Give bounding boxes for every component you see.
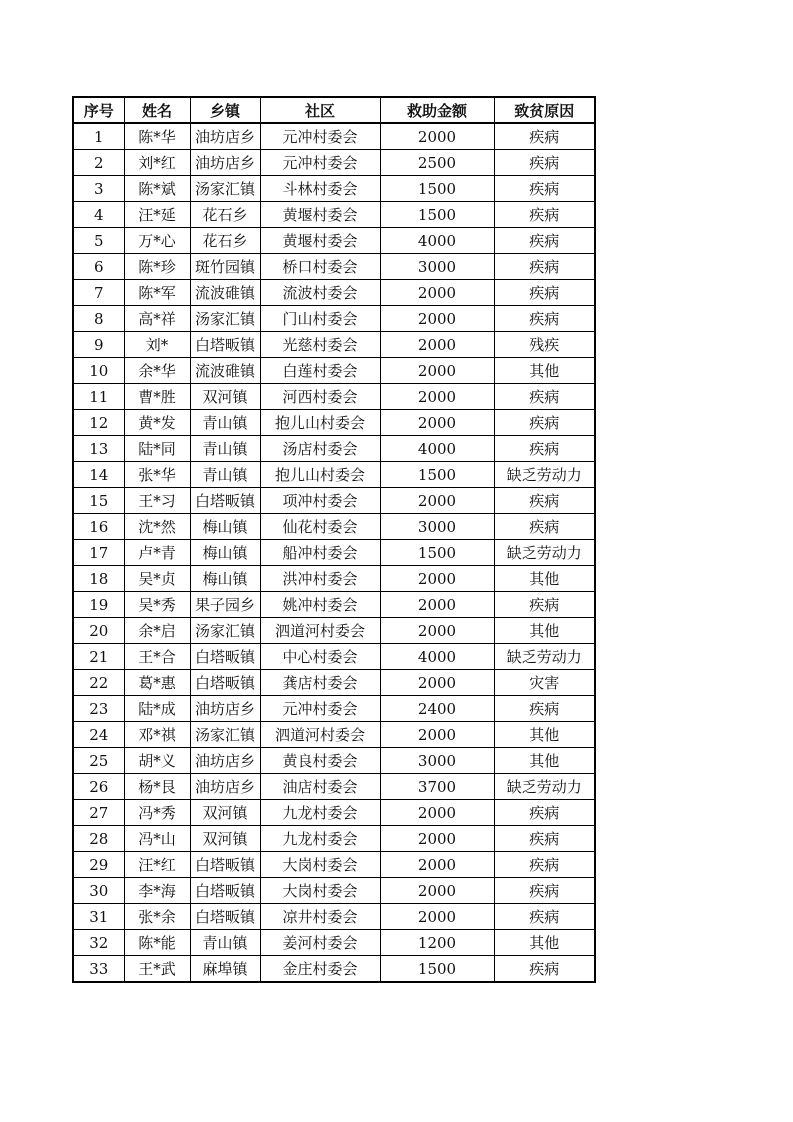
table-row (73, 462, 595, 488)
cell-index: 23 (73, 696, 124, 722)
cell-community: 中心村委会 (260, 644, 380, 670)
cell-amount: 2000 (380, 123, 494, 150)
cell-community: 项冲村委会 (260, 488, 380, 514)
cell-amount: 2000 (380, 670, 494, 696)
cell-community: 仙花村委会 (260, 514, 380, 540)
table-row (73, 306, 595, 332)
cell-name: 邓*祺 (124, 722, 190, 748)
cell-reason: 疾病 (494, 904, 595, 930)
relief-table (72, 96, 596, 983)
cell-index: 32 (73, 930, 124, 956)
header-reason: 致贫原因 (494, 97, 595, 123)
cell-community: 船冲村委会 (260, 540, 380, 566)
cell-amount: 2000 (380, 410, 494, 436)
cell-community: 光慈村委会 (260, 332, 380, 358)
cell-township: 白塔畈镇 (190, 878, 260, 904)
cell-amount: 2000 (380, 358, 494, 384)
cell-index: 4 (73, 202, 124, 228)
cell-amount: 1500 (380, 956, 494, 983)
table-row (73, 748, 595, 774)
cell-reason: 疾病 (494, 488, 595, 514)
cell-amount: 2000 (380, 332, 494, 358)
cell-reason: 疾病 (494, 878, 595, 904)
table-header-row (73, 97, 595, 123)
cell-name: 沈*然 (124, 514, 190, 540)
table-row (73, 566, 595, 592)
cell-township: 汤家汇镇 (190, 306, 260, 332)
cell-community: 凉井村委会 (260, 904, 380, 930)
cell-community: 姚冲村委会 (260, 592, 380, 618)
cell-name: 杨*艮 (124, 774, 190, 800)
cell-index: 31 (73, 904, 124, 930)
cell-community: 抱儿山村委会 (260, 462, 380, 488)
header-township: 乡镇 (190, 97, 260, 123)
table-row (73, 826, 595, 852)
cell-community: 黄堰村委会 (260, 202, 380, 228)
cell-community: 元冲村委会 (260, 150, 380, 176)
cell-index: 20 (73, 618, 124, 644)
cell-reason: 疾病 (494, 254, 595, 280)
cell-index: 6 (73, 254, 124, 280)
table-row (73, 878, 595, 904)
cell-name: 陈*珍 (124, 254, 190, 280)
cell-index: 19 (73, 592, 124, 618)
cell-reason: 疾病 (494, 306, 595, 332)
cell-community: 九龙村委会 (260, 826, 380, 852)
cell-name: 王*合 (124, 644, 190, 670)
table-row (73, 800, 595, 826)
cell-amount: 1200 (380, 930, 494, 956)
cell-name: 陈*斌 (124, 176, 190, 202)
cell-township: 白塔畈镇 (190, 904, 260, 930)
cell-name: 曹*胜 (124, 384, 190, 410)
cell-amount: 2000 (380, 280, 494, 306)
cell-township: 双河镇 (190, 826, 260, 852)
table-row (73, 696, 595, 722)
cell-index: 30 (73, 878, 124, 904)
cell-amount: 4000 (380, 436, 494, 462)
table-row (73, 670, 595, 696)
cell-township: 白塔畈镇 (190, 644, 260, 670)
cell-amount: 3000 (380, 748, 494, 774)
cell-community: 白莲村委会 (260, 358, 380, 384)
cell-community: 斗林村委会 (260, 176, 380, 202)
cell-community: 桥口村委会 (260, 254, 380, 280)
cell-index: 26 (73, 774, 124, 800)
cell-index: 29 (73, 852, 124, 878)
cell-community: 大岗村委会 (260, 878, 380, 904)
cell-amount: 2000 (380, 592, 494, 618)
cell-index: 1 (73, 123, 124, 150)
cell-name: 冯*秀 (124, 800, 190, 826)
cell-reason: 疾病 (494, 852, 595, 878)
cell-name: 陆*成 (124, 696, 190, 722)
cell-amount: 2000 (380, 566, 494, 592)
header-amount: 救助金额 (380, 97, 494, 123)
cell-township: 油坊店乡 (190, 748, 260, 774)
cell-name: 刘* (124, 332, 190, 358)
cell-township: 斑竹园镇 (190, 254, 260, 280)
cell-amount: 3700 (380, 774, 494, 800)
cell-amount: 2000 (380, 826, 494, 852)
cell-name: 万*心 (124, 228, 190, 254)
table-row (73, 774, 595, 800)
cell-reason: 疾病 (494, 123, 595, 150)
table-row (73, 488, 595, 514)
cell-community: 流波村委会 (260, 280, 380, 306)
cell-amount: 2500 (380, 150, 494, 176)
cell-community: 泗道河村委会 (260, 618, 380, 644)
table-row (73, 384, 595, 410)
cell-township: 汤家汇镇 (190, 176, 260, 202)
cell-index: 15 (73, 488, 124, 514)
cell-community: 九龙村委会 (260, 800, 380, 826)
cell-reason: 疾病 (494, 696, 595, 722)
cell-township: 白塔畈镇 (190, 670, 260, 696)
cell-index: 2 (73, 150, 124, 176)
cell-reason: 其他 (494, 618, 595, 644)
table-row (73, 123, 595, 150)
cell-community: 黄堰村委会 (260, 228, 380, 254)
cell-name: 汪*延 (124, 202, 190, 228)
cell-index: 21 (73, 644, 124, 670)
cell-community: 泗道河村委会 (260, 722, 380, 748)
cell-reason: 缺乏劳动力 (494, 462, 595, 488)
cell-reason: 疾病 (494, 410, 595, 436)
cell-index: 11 (73, 384, 124, 410)
cell-reason: 疾病 (494, 176, 595, 202)
cell-township: 白塔畈镇 (190, 852, 260, 878)
table-row (73, 904, 595, 930)
cell-reason: 疾病 (494, 202, 595, 228)
header-name: 姓名 (124, 97, 190, 123)
table-body (73, 123, 595, 982)
table-row (73, 514, 595, 540)
cell-amount: 3000 (380, 254, 494, 280)
table-row (73, 930, 595, 956)
table-row (73, 722, 595, 748)
cell-index: 3 (73, 176, 124, 202)
cell-name: 吴*秀 (124, 592, 190, 618)
cell-community: 元冲村委会 (260, 123, 380, 150)
table-row (73, 956, 595, 983)
cell-township: 油坊店乡 (190, 696, 260, 722)
table-row (73, 852, 595, 878)
cell-index: 24 (73, 722, 124, 748)
cell-township: 油坊店乡 (190, 123, 260, 150)
cell-community: 河西村委会 (260, 384, 380, 410)
cell-township: 双河镇 (190, 384, 260, 410)
cell-amount: 2400 (380, 696, 494, 722)
cell-township: 流波碓镇 (190, 280, 260, 306)
cell-amount: 2000 (380, 878, 494, 904)
cell-index: 18 (73, 566, 124, 592)
cell-reason: 其他 (494, 566, 595, 592)
cell-community: 黄良村委会 (260, 748, 380, 774)
cell-reason: 疾病 (494, 514, 595, 540)
cell-index: 13 (73, 436, 124, 462)
cell-index: 12 (73, 410, 124, 436)
cell-index: 7 (73, 280, 124, 306)
cell-index: 25 (73, 748, 124, 774)
table-row (73, 410, 595, 436)
table-row (73, 202, 595, 228)
cell-name: 高*祥 (124, 306, 190, 332)
cell-amount: 2000 (380, 618, 494, 644)
cell-community: 洪冲村委会 (260, 566, 380, 592)
cell-township: 油坊店乡 (190, 774, 260, 800)
cell-township: 花石乡 (190, 202, 260, 228)
table-row (73, 592, 595, 618)
cell-amount: 1500 (380, 202, 494, 228)
cell-reason: 缺乏劳动力 (494, 644, 595, 670)
cell-name: 汪*红 (124, 852, 190, 878)
cell-reason: 疾病 (494, 956, 595, 983)
cell-township: 汤家汇镇 (190, 618, 260, 644)
cell-name: 余*启 (124, 618, 190, 644)
table-row (73, 618, 595, 644)
cell-reason: 残疾 (494, 332, 595, 358)
cell-name: 胡*义 (124, 748, 190, 774)
cell-amount: 1500 (380, 540, 494, 566)
cell-name: 陆*同 (124, 436, 190, 462)
cell-reason: 疾病 (494, 436, 595, 462)
cell-township: 油坊店乡 (190, 150, 260, 176)
cell-reason: 疾病 (494, 228, 595, 254)
cell-reason: 缺乏劳动力 (494, 774, 595, 800)
cell-township: 白塔畈镇 (190, 488, 260, 514)
cell-amount: 3000 (380, 514, 494, 540)
table-row (73, 332, 595, 358)
cell-name: 王*习 (124, 488, 190, 514)
cell-name: 卢*青 (124, 540, 190, 566)
cell-name: 刘*红 (124, 150, 190, 176)
cell-index: 9 (73, 332, 124, 358)
cell-index: 16 (73, 514, 124, 540)
cell-community: 金庄村委会 (260, 956, 380, 983)
cell-index: 22 (73, 670, 124, 696)
cell-amount: 1500 (380, 176, 494, 202)
cell-reason: 疾病 (494, 150, 595, 176)
table-row (73, 150, 595, 176)
cell-index: 28 (73, 826, 124, 852)
cell-reason: 疾病 (494, 280, 595, 306)
cell-amount: 4000 (380, 228, 494, 254)
cell-name: 王*武 (124, 956, 190, 983)
cell-community: 大岗村委会 (260, 852, 380, 878)
cell-amount: 2000 (380, 800, 494, 826)
table-row (73, 176, 595, 202)
cell-township: 青山镇 (190, 436, 260, 462)
cell-reason: 其他 (494, 722, 595, 748)
cell-reason: 缺乏劳动力 (494, 540, 595, 566)
cell-name: 吴*贞 (124, 566, 190, 592)
cell-community: 姜河村委会 (260, 930, 380, 956)
cell-township: 花石乡 (190, 228, 260, 254)
cell-amount: 2000 (380, 488, 494, 514)
cell-index: 5 (73, 228, 124, 254)
cell-township: 青山镇 (190, 462, 260, 488)
table-row (73, 358, 595, 384)
table-row (73, 228, 595, 254)
cell-community: 元冲村委会 (260, 696, 380, 722)
cell-reason: 灾害 (494, 670, 595, 696)
cell-township: 流波碓镇 (190, 358, 260, 384)
cell-amount: 2000 (380, 904, 494, 930)
cell-amount: 2000 (380, 852, 494, 878)
cell-community: 龚店村委会 (260, 670, 380, 696)
table-row (73, 280, 595, 306)
cell-name: 张*余 (124, 904, 190, 930)
cell-name: 陈*能 (124, 930, 190, 956)
cell-township: 双河镇 (190, 800, 260, 826)
cell-community: 抱儿山村委会 (260, 410, 380, 436)
cell-township: 青山镇 (190, 930, 260, 956)
cell-township: 麻埠镇 (190, 956, 260, 983)
cell-name: 余*华 (124, 358, 190, 384)
cell-community: 门山村委会 (260, 306, 380, 332)
cell-name: 黄*发 (124, 410, 190, 436)
cell-reason: 疾病 (494, 800, 595, 826)
cell-index: 17 (73, 540, 124, 566)
cell-amount: 4000 (380, 644, 494, 670)
header-community: 社区 (260, 97, 380, 123)
cell-reason: 疾病 (494, 826, 595, 852)
cell-index: 8 (73, 306, 124, 332)
cell-name: 张*华 (124, 462, 190, 488)
cell-community: 油店村委会 (260, 774, 380, 800)
cell-amount: 2000 (380, 306, 494, 332)
cell-township: 青山镇 (190, 410, 260, 436)
cell-reason: 其他 (494, 930, 595, 956)
cell-index: 33 (73, 956, 124, 983)
cell-township: 梅山镇 (190, 540, 260, 566)
cell-township: 白塔畈镇 (190, 332, 260, 358)
cell-name: 冯*山 (124, 826, 190, 852)
cell-reason: 疾病 (494, 592, 595, 618)
cell-name: 葛*惠 (124, 670, 190, 696)
cell-township: 梅山镇 (190, 566, 260, 592)
cell-index: 10 (73, 358, 124, 384)
table-row (73, 436, 595, 462)
cell-reason: 其他 (494, 748, 595, 774)
cell-amount: 1500 (380, 462, 494, 488)
cell-township: 果子园乡 (190, 592, 260, 618)
table-row (73, 254, 595, 280)
table-row (73, 644, 595, 670)
cell-township: 梅山镇 (190, 514, 260, 540)
cell-township: 汤家汇镇 (190, 722, 260, 748)
cell-name: 陈*华 (124, 123, 190, 150)
cell-index: 27 (73, 800, 124, 826)
cell-index: 14 (73, 462, 124, 488)
table-row (73, 540, 595, 566)
cell-name: 李*海 (124, 878, 190, 904)
cell-reason: 疾病 (494, 384, 595, 410)
cell-reason: 其他 (494, 358, 595, 384)
header-index: 序号 (73, 97, 124, 123)
cell-name: 陈*军 (124, 280, 190, 306)
cell-community: 汤店村委会 (260, 436, 380, 462)
cell-amount: 2000 (380, 384, 494, 410)
cell-amount: 2000 (380, 722, 494, 748)
